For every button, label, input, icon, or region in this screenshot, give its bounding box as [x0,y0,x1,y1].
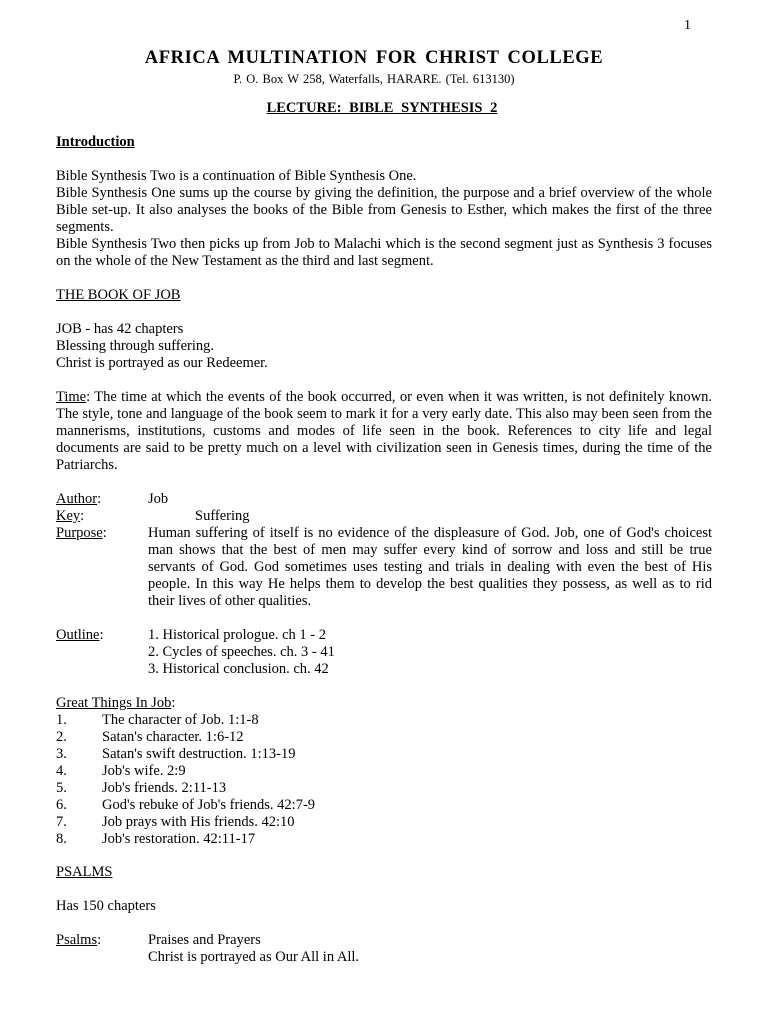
psalms-line: Christ is portrayed as Our All in All. [148,949,360,965]
key-value: Suffering [195,508,250,524]
list-item-number: 4. [56,763,67,779]
list-item-number: 5. [56,780,67,796]
college-address: P. O. Box W 258, Waterfalls, HARARE. (Tel. 613130) [233,72,515,86]
job-fact-christ: Christ is portrayed as our Redeemer. [56,355,268,371]
psalms-label: Psalms: [56,932,102,948]
purpose-value: Human suffering of itself is no evidence of the displeasure of God. Job, one of God's choicest man shows that the best of men may suffer every kind of sorrow and loss and still be true servants of God. God sometimes uses testing and trials in dealing with even the best of His people. In this way He helps them to develop the best qualities they possess, as well as to rid their lives of other qualities. [148,525,712,609]
psalms-heading: PSALMS [56,864,113,880]
list-item-number: 7. [56,814,67,830]
author-label: Author: [56,491,102,507]
list-item-number: 1. [56,712,67,728]
job-fact-chapters: JOB - has 42 chapters [56,321,184,337]
key-label: Key: [56,508,85,524]
intro-line-2: Bible Synthesis One sums up the course by giving the definition, the purpose and a brief overview of the whole Bible set-up. It also analyses the books of the Bible from Genesis to Esther, which makes the first of the three segments. [56,185,712,235]
psalms-chapters: Has 150 chapters [56,898,156,914]
list-item: Satan's character. 1:6-12 [102,729,244,745]
job-heading: THE BOOK OF JOB [56,287,181,303]
page-number: 1 [684,18,691,33]
list-item: Job prays with His friends. 42:10 [102,814,295,830]
time-text: : The time at which the events of the book occurred, or even when it was written, is not definitely known. The style, tone and language of the book seem to mark it for a very early date. This also may been seen from the mannerisms, institutions, customs and modes of life seen in the book. References to city life and legal documents are said to be pretty much on a level with civilization seen in Genesis times, during the time of the Patriarchs. [56,389,712,473]
list-item: Job's friends. 2:11-13 [102,780,227,796]
outline-item: 3. Historical conclusion. ch. 42 [148,661,329,677]
lecture-title: LECTURE: BIBLE SYNTHESIS 2 [266,100,498,116]
purpose-label: Purpose: [56,525,107,541]
outline-label: Outline: [56,627,104,643]
intro-line-1: Bible Synthesis Two is a continuation of Bible Synthesis One. [56,168,417,184]
job-fact-theme: Blessing through suffering. [56,338,215,354]
list-item: The character of Job. 1:1-8 [102,712,259,728]
list-item: Satan's swift destruction. 1:13-19 [102,746,296,762]
college-title: AFRICA MULTINATION FOR CHRIST COLLEGE [144,48,604,68]
list-item: Job's wife. 2:9 [102,763,186,779]
outline-item: 1. Historical prologue. ch 1 - 2 [148,627,326,643]
list-item-number: 6. [56,797,67,813]
list-item-number: 8. [56,831,67,847]
psalms-line: Praises and Prayers [148,932,261,948]
intro-line-3: Bible Synthesis Two then picks up from Job to Malachi which is the second segment just as Synthesis 3 focuses on the whole of the New Testament as the third and last segment. [56,236,712,269]
list-item-number: 3. [56,746,67,762]
great-things-label: Great Things In Job: [56,695,176,711]
list-item: Job's restoration. 42:11-17 [102,831,256,847]
list-item: God's rebuke of Job's friends. 42:7-9 [102,797,316,813]
introduction-heading: Introduction [56,134,135,150]
job-time-paragraph [56,389,712,474]
list-item-number: 2. [56,729,67,745]
author-value: Job [148,491,169,507]
time-label: Time [56,389,87,405]
outline-item: 2. Cycles of speeches. ch. 3 - 41 [148,644,335,660]
